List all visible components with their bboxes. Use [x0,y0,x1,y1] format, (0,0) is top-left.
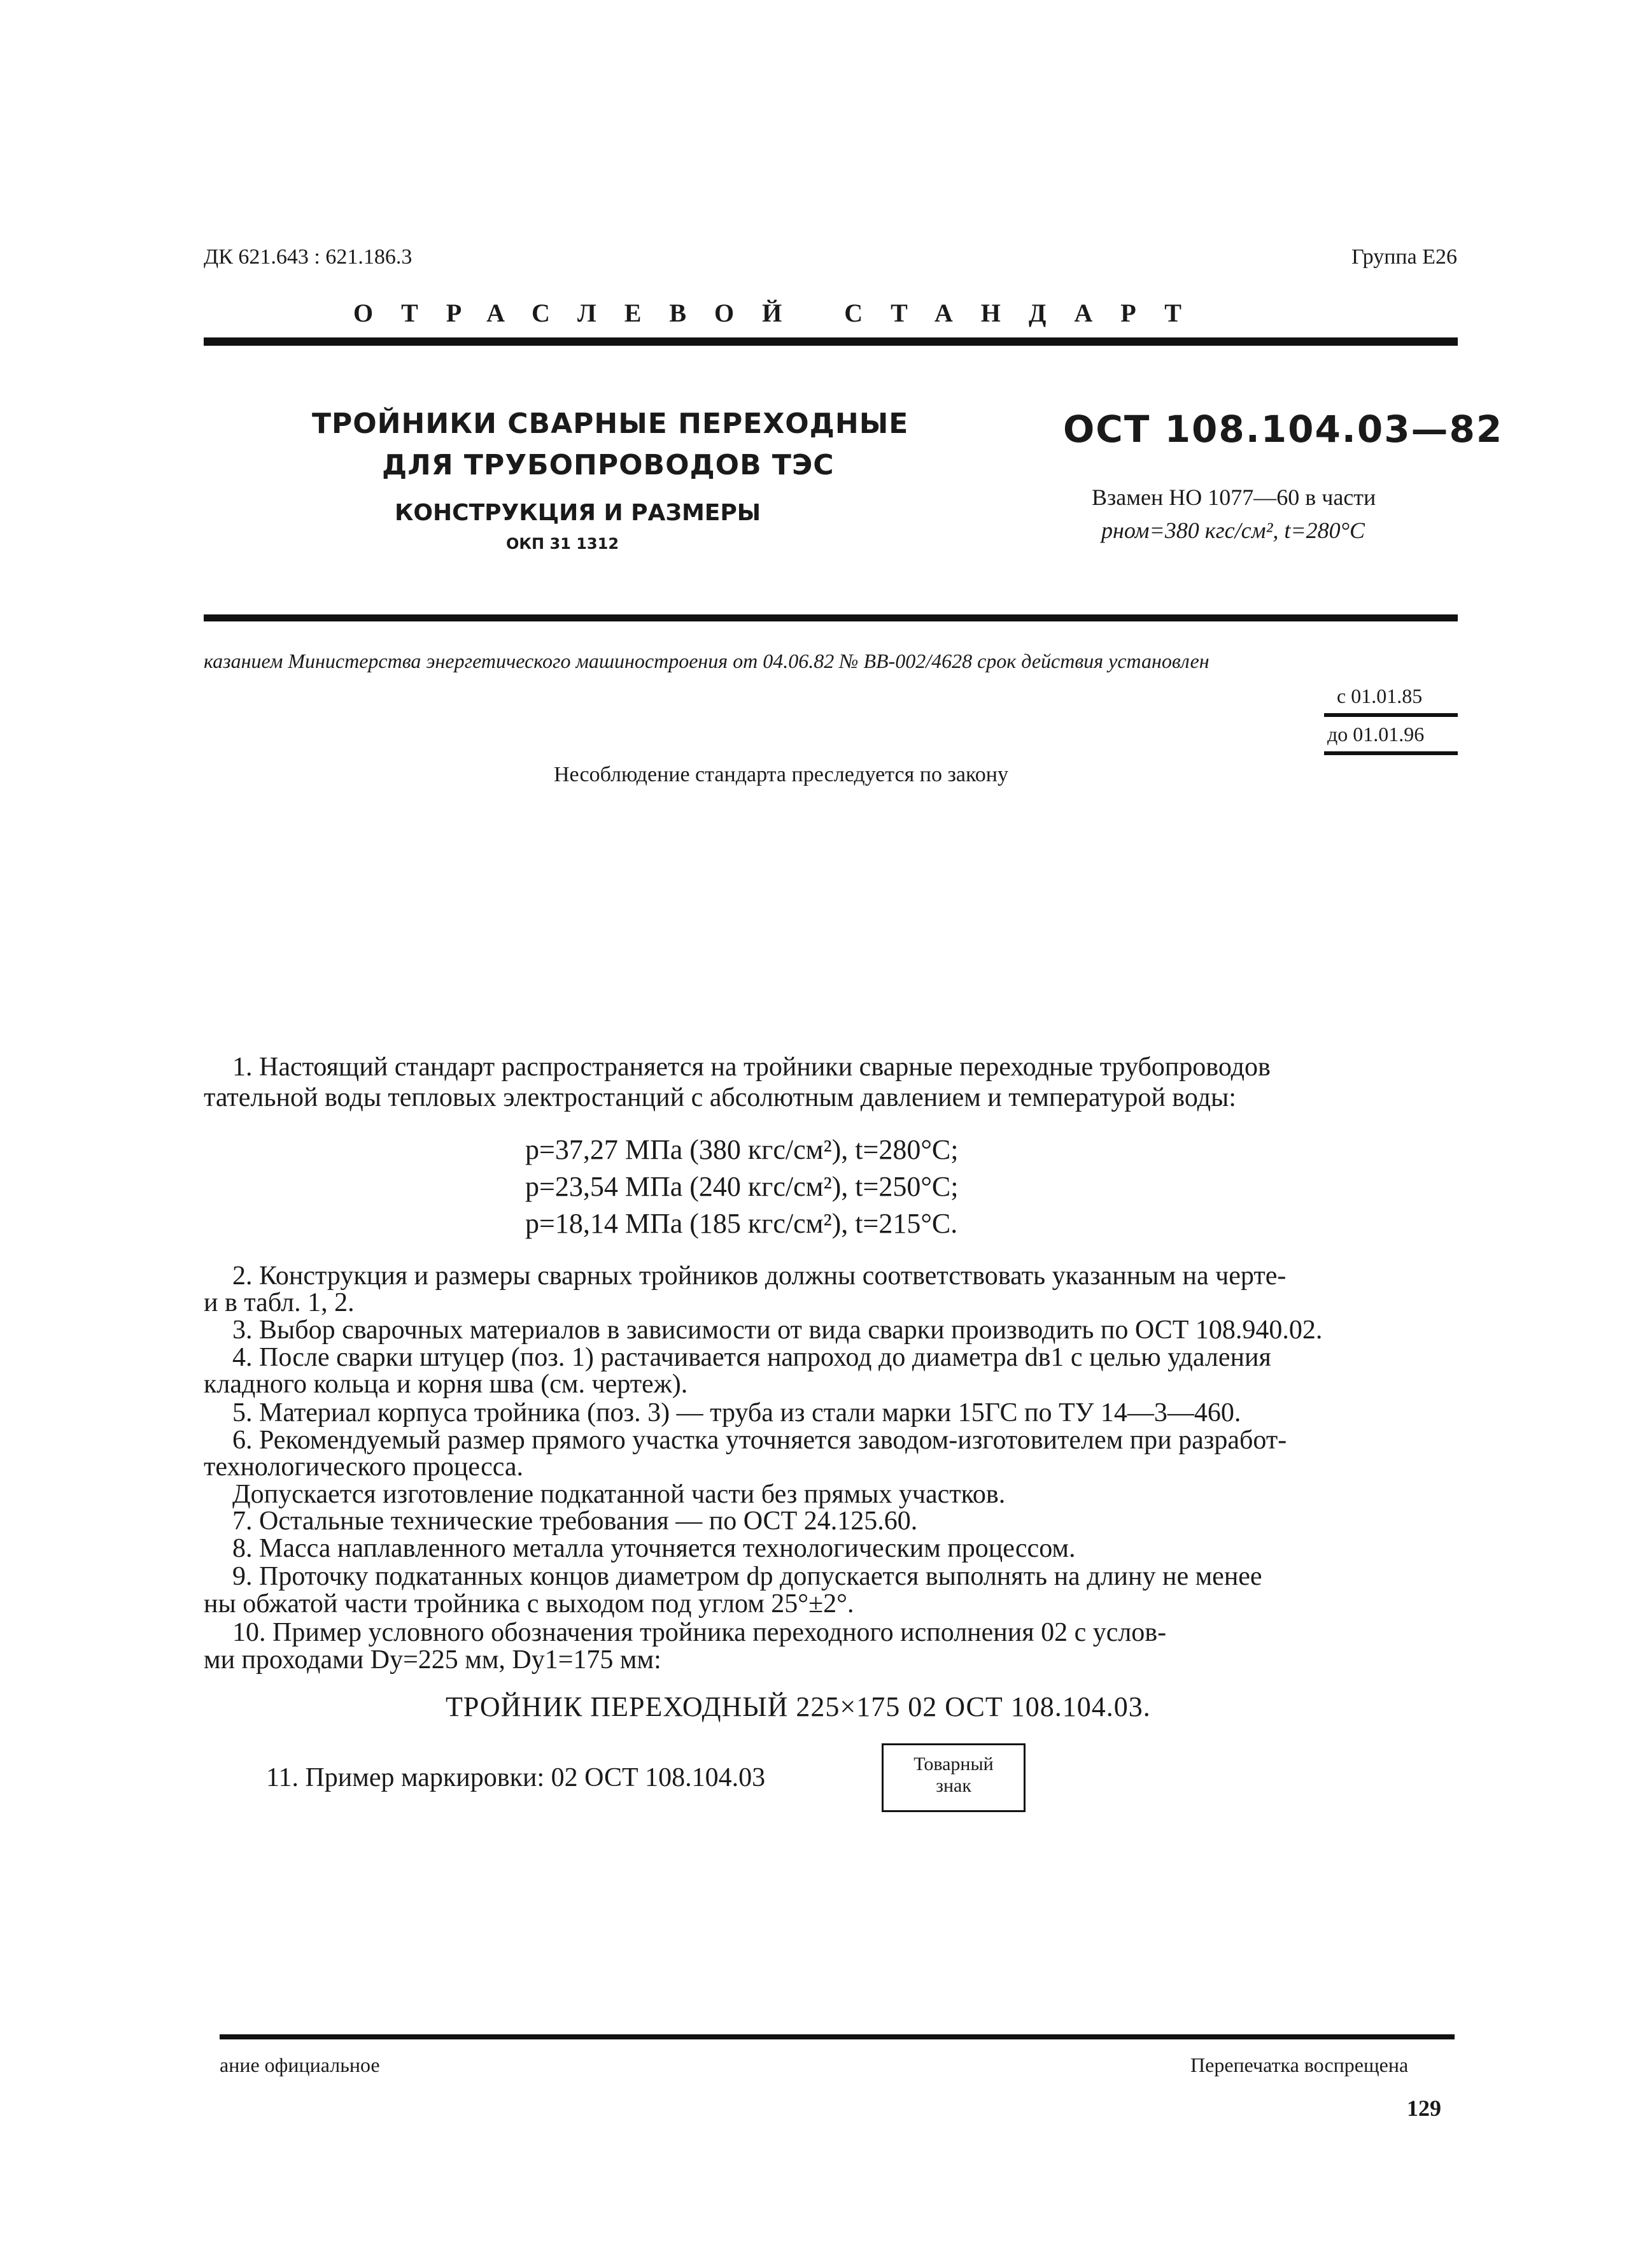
trademark-box [882,1743,1026,1812]
udk-code: ДК 621.643 : 621.186.3 [204,245,413,269]
subtitle: КОНСТРУКЦИЯ И РАЗМЕРЫ [395,500,761,526]
group-code: Группа Е26 [1351,245,1457,269]
para-9-line-2: ны обжатой части тройника с выходом под углом 25°±2°. [204,1589,854,1619]
formula-3: p=18,14 МПа (185 кгс/см²), t=215°С. [525,1208,958,1239]
validity-from-rule [1324,713,1458,717]
para-4-line-1: 4. После сварки штуцер (поз. 1) растачивается напроход до диаметра dв1 с целью удаления [232,1343,1271,1372]
title-rule [204,614,1458,621]
trademark-label-1: Товарный [913,1754,994,1775]
header-rule [204,337,1458,346]
validity-from: с 01.01.85 [1337,684,1423,707]
para-2-line-2: и в табл. 1, 2. [204,1288,355,1317]
replaces-line-1: Взамен НО 1077—60 в части [1092,485,1376,510]
para-6-line-2: технологического процесса. [204,1452,524,1482]
para-2-line-1: 2. Конструкция и размеры сварных тройников должны соответствовать указанным на черте- [232,1261,1287,1291]
para-10-line-2: ми проходами Dу=225 мм, Dу1=175 мм: [204,1645,661,1675]
validity-to: до 01.01.96 [1327,723,1425,746]
replaces-line-2: pном=380 кгс/см², t=280°С [1101,518,1365,543]
para-10-line-1: 10. Пример условного обозначения тройника переходного исполнения 02 с услов- [232,1618,1167,1647]
para-1-line-2: тательной воды тепловых электростанций с абсолютным давлением и температурой воды: [204,1083,1236,1112]
para-3: 3. Выбор сварочных материалов в зависимости от вида сварки производить по ОСТ 108.940.02. [232,1315,1323,1345]
standard-designation: ОСТ 108.104.03—82 [1063,408,1504,451]
title-line-1: ТРОЙНИКИ СВАРНЫЕ ПЕРЕХОДНЫЕ [312,408,909,440]
page-number: 129 [1407,2095,1441,2121]
law-notice: Несоблюдение стандарта преследуется по закону [554,763,1008,786]
title-line-2: ДЛЯ ТРУБОПРОВОДОВ ТЭС [382,449,835,481]
para-1-line-1: 1. Настоящий стандарт распространяется на тройники сварные переходные трубопроводов [232,1052,1271,1082]
decree-text: казанием Министерства энергетического машиностроения от 04.06.82 № ВВ-002/4628 срок действия установлен [204,649,1209,672]
standard-type: ОТРАСЛЕВОЙ СТАНДАРТ [353,299,1209,327]
para-9-line-1: 9. Проточку подкатанных концов диаметром dp допускается выполнять на длину не менее [232,1562,1262,1591]
footer-official: ание официальное [220,2053,380,2076]
footer-reprint: Перепечатка воспрещена [1190,2053,1409,2076]
para-5: 5. Материал корпуса тройника (поз. 3) — труба из стали марки 15ГС по ТУ 14—3—460. [232,1398,1241,1428]
footer-rule [220,2034,1455,2039]
validity-to-rule [1324,751,1458,755]
formula-1: p=37,27 МПа (380 кгс/см²), t=280°С; [525,1134,959,1165]
trademark-label-2: знак [936,1775,971,1796]
para-6-line-1: 6. Рекомендуемый размер прямого участка уточняется заводом-изготовителем при разработ- [232,1426,1287,1455]
formula-2: p=23,54 МПа (240 кгс/см²), t=250°С; [525,1171,959,1202]
para-4-line-2: кладного кольца и корня шва (см. чертеж). [204,1370,688,1399]
para-11: 11. Пример маркировки: 02 ОСТ 108.104.03 [266,1763,766,1792]
para-8: 8. Масса наплавленного металла уточняется технологическим процессом. [232,1534,1076,1563]
okp-code: ОКП 31 1312 [506,535,619,553]
para-7: 7. Остальные технические требования — по ОСТ 24.125.60. [232,1506,918,1536]
designation-example: ТРОЙНИК ПЕРЕХОДНЫЙ 225×175 02 ОСТ 108.104.03. [446,1691,1151,1722]
para-6-line-3: Допускается изготовление подкатанной части без прямых участков. [232,1480,1006,1509]
